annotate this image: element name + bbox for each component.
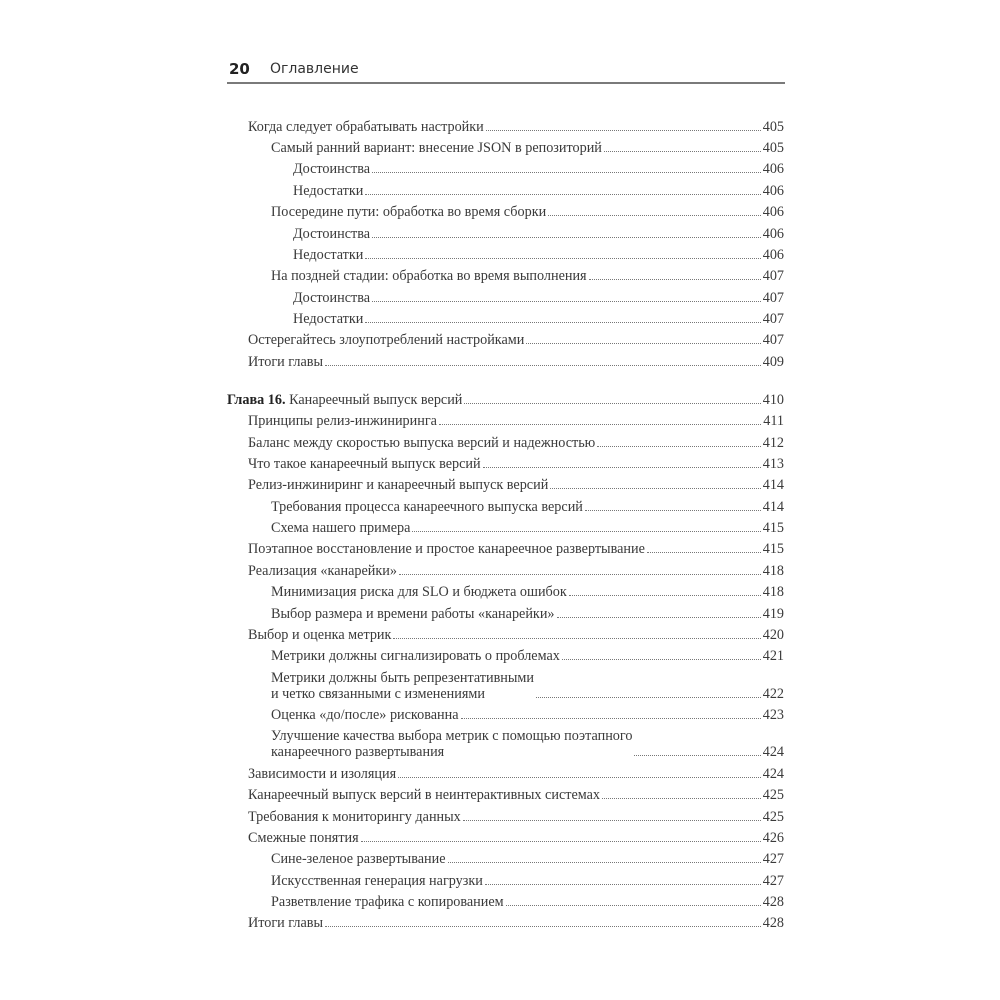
toc-entry-text: Смежные понятия: [248, 829, 359, 846]
toc-entry-text: Зависимости и изоляция: [248, 765, 397, 782]
toc-entry[interactable]: [227, 159, 784, 180]
toc-entry-title: [271, 707, 459, 723]
toc-entry-text: Достоинства: [293, 161, 371, 178]
toc-entry[interactable]: [227, 244, 784, 265]
toc-entry-text: Выбор размера и времени работы «канарейки»: [271, 605, 555, 622]
dot-leader: [372, 237, 761, 238]
toc-entry[interactable]: [227, 763, 784, 784]
toc-entry-title: [271, 648, 560, 664]
toc-entry[interactable]: [227, 180, 784, 201]
toc-entry-text: Искусственная генерация нагрузки: [271, 872, 483, 889]
dot-leader: [485, 884, 761, 885]
toc-entry[interactable]: [227, 870, 784, 891]
toc-entry[interactable]: [227, 223, 784, 244]
toc-page-number: 425: [762, 787, 784, 804]
toc-entry[interactable]: [227, 726, 784, 763]
toc-entry-title: [248, 435, 595, 451]
toc-entry-text: Итоги главы: [248, 915, 324, 932]
dot-leader: [372, 172, 761, 173]
toc-entry-line: [293, 161, 370, 177]
toc-entry-text: канареечного развертывания: [271, 744, 445, 761]
dot-leader: [597, 446, 760, 447]
toc-entry[interactable]: [227, 913, 784, 934]
toc-entry-line: [271, 894, 504, 910]
dot-leader: [398, 777, 761, 778]
toc-entry-title: [248, 119, 484, 135]
toc-entry-text: Что такое канареечный выпуск версий: [248, 455, 481, 472]
toc-entry-title: [227, 392, 462, 408]
toc-page-number: 418: [762, 562, 784, 579]
toc-entry-title: [248, 477, 548, 493]
toc-page-number: 424: [762, 744, 784, 761]
toc-entry[interactable]: [227, 432, 784, 453]
toc-entry-line: [293, 183, 363, 199]
dot-leader: [483, 467, 761, 468]
toc-entry-text: Достоинства: [293, 225, 371, 242]
toc-entry-title: [271, 606, 555, 622]
toc-page-number: 412: [762, 434, 784, 451]
toc-entry-text: Недостатки: [293, 182, 364, 199]
dot-leader: [412, 531, 760, 532]
toc-entry[interactable]: [227, 891, 784, 912]
toc-entry-title: [271, 670, 534, 702]
dot-leader: [585, 510, 761, 511]
toc-entry-title: [271, 204, 546, 220]
chapter-label: Глава 16.: [227, 391, 286, 408]
toc-entry-line: [271, 140, 602, 156]
toc-page-number: 423: [762, 707, 784, 724]
toc-entry-line: [248, 456, 481, 472]
toc-entry-line: [248, 830, 359, 846]
toc-entry[interactable]: [227, 496, 784, 517]
toc-entry-line: [271, 606, 555, 622]
toc-page-number: 407: [762, 268, 784, 285]
dot-leader: [557, 617, 761, 618]
toc-page-number: 406: [762, 204, 784, 221]
toc-entry-title: [248, 456, 481, 472]
toc-entry[interactable]: [227, 475, 784, 496]
toc-entry-title: [271, 499, 583, 515]
toc-entry-text: Когда следует обрабатывать настройки: [248, 118, 484, 135]
toc-entry-title: [293, 290, 370, 306]
toc-entry-text: Поэтапное восстановление и простое канареечное развертывание: [248, 541, 645, 558]
toc-page-number: 415: [762, 520, 784, 537]
toc-entry-text: Метрики должны сигнализировать о проблемах: [271, 648, 560, 665]
toc-entry[interactable]: [227, 806, 784, 827]
toc-entry-text: Канареечный выпуск версий в неинтерактивных системах: [248, 787, 601, 804]
toc-entry-title: [293, 183, 363, 199]
dot-leader: [439, 424, 761, 425]
dot-leader: [361, 841, 761, 842]
dot-leader: [365, 258, 760, 259]
toc-entry[interactable]: [227, 646, 784, 667]
dot-leader: [647, 552, 761, 553]
dot-leader: [463, 820, 761, 821]
toc-entry-line: [248, 541, 645, 557]
toc-entry-text: Остерегайтесь злоупотреблений настройками: [248, 332, 525, 349]
toc-entry[interactable]: [227, 704, 784, 725]
toc-entry[interactable]: [227, 560, 784, 581]
toc-entry-line: [271, 648, 560, 664]
toc-page-number: 428: [762, 915, 784, 932]
dot-leader: [486, 130, 761, 131]
toc-page-number: 428: [762, 894, 784, 911]
toc-entry-line: [293, 311, 363, 327]
dot-leader: [589, 279, 761, 280]
toc-entry-text: Недостатки: [293, 246, 364, 263]
toc-entry-text: Требования процесса канареечного выпуска версий: [271, 498, 583, 515]
toc-page-number: 406: [762, 182, 784, 199]
running-header: [227, 60, 785, 84]
toc-entry-text: Минимизация риска для SLO и бюджета ошибок: [271, 584, 567, 601]
toc-entry-title: [271, 894, 504, 910]
toc-page-number: 419: [762, 605, 784, 622]
toc-entry-line: [271, 873, 483, 889]
running-title: Оглавление: [270, 61, 359, 77]
toc-entry[interactable]: [227, 517, 784, 538]
toc-entry[interactable]: [227, 202, 784, 223]
toc-entry-title: [248, 787, 600, 803]
toc-entry-line: [271, 204, 546, 220]
toc-page-number: 406: [762, 161, 784, 178]
toc-entry-line: [293, 247, 363, 263]
toc-entry-title: [271, 728, 632, 760]
toc-entry-line: [248, 119, 484, 135]
toc-entry[interactable]: [227, 849, 784, 870]
toc-page-number: 427: [762, 872, 784, 889]
toc-page-number: 411: [763, 413, 784, 430]
toc-entry[interactable]: [227, 330, 784, 351]
dot-leader: [448, 862, 761, 863]
toc-entry[interactable]: [227, 410, 784, 431]
dot-leader: [372, 301, 761, 302]
toc-page-number: 406: [762, 246, 784, 263]
toc-entry-line: [248, 413, 437, 429]
dot-leader: [506, 905, 761, 906]
toc-page-number: 420: [762, 626, 784, 643]
toc-entry-title: [248, 915, 323, 931]
toc-entry-text: Недостатки: [293, 311, 364, 328]
toc-page-number: 422: [762, 685, 784, 702]
toc-entry[interactable]: [227, 308, 784, 329]
toc-entry-line: [248, 809, 461, 825]
toc-entry-title: [293, 226, 370, 242]
toc-entry-line: [271, 499, 583, 515]
toc-entry-line: [248, 477, 548, 493]
toc-entry-title: [293, 161, 370, 177]
toc-entry-title: [293, 247, 363, 263]
dot-leader: [461, 718, 761, 719]
dot-leader: [526, 343, 760, 344]
toc-page-number: 405: [762, 118, 784, 135]
toc-entry[interactable]: [227, 137, 784, 158]
toc-entry-text: Итоги главы: [248, 353, 324, 370]
toc-entry-text: Баланс между скоростью выпуска версий и надежностью: [248, 434, 596, 451]
dot-leader: [464, 403, 760, 404]
toc-entry-title: [248, 627, 391, 643]
toc-entry-title: [271, 520, 410, 536]
toc-entry-title: [248, 766, 396, 782]
toc-entry[interactable]: [227, 784, 784, 805]
toc-entry[interactable]: [227, 116, 784, 137]
toc-entry[interactable]: [227, 453, 784, 474]
toc-entry[interactable]: [227, 539, 784, 560]
dot-leader: [365, 194, 760, 195]
toc-entry-line: [248, 332, 524, 348]
toc-entry-title: [248, 354, 323, 370]
dot-leader: [602, 798, 761, 799]
toc-entry-text: Выбор и оценка метрик: [248, 626, 392, 643]
toc-entry-text: Улучшение качества выбора метрик с помощью поэтапного: [271, 728, 633, 745]
dot-leader: [604, 151, 761, 152]
toc-entry-line: [271, 520, 410, 536]
toc-page-number: 426: [762, 829, 784, 846]
toc-entry[interactable]: [227, 266, 784, 287]
toc-entry-line: [271, 707, 459, 723]
toc-entry[interactable]: [227, 581, 784, 602]
toc-chapter-entry[interactable]: [227, 389, 784, 410]
toc-entry-line: [271, 851, 446, 867]
dot-leader: [325, 365, 761, 366]
toc-page-number: 414: [762, 498, 784, 515]
toc-page-number: 413: [762, 455, 784, 472]
toc-page-number: 418: [762, 584, 784, 601]
toc-entry-line: [248, 787, 600, 803]
toc-entry-text: Схема нашего примера: [271, 520, 411, 537]
table-of-contents: [227, 116, 784, 934]
toc-page-number: 410: [762, 391, 784, 408]
toc-entry[interactable]: [227, 603, 784, 624]
dot-leader: [399, 574, 761, 575]
toc-entry-title: [248, 413, 437, 429]
toc-entry-text: Самый ранний вариант: внесение JSON в репозиторий: [271, 140, 602, 157]
toc-entry-line: [227, 392, 462, 408]
dot-leader: [634, 755, 760, 756]
dot-leader: [393, 638, 760, 639]
toc-entry-title: [271, 873, 483, 889]
toc-entry[interactable]: [227, 667, 784, 704]
dot-leader: [325, 926, 761, 927]
toc-entry-title: [248, 809, 461, 825]
toc-entry-line: [271, 728, 632, 744]
toc-page-number: 424: [762, 765, 784, 782]
toc-entry-title: [271, 851, 446, 867]
toc-entry-line: [271, 670, 534, 686]
toc-entry-title: [271, 268, 587, 284]
toc-page-number: 427: [762, 851, 784, 868]
toc-entry-line: [248, 435, 595, 451]
toc-page-number: 421: [762, 648, 784, 665]
toc-entry-text: Посередине пути: обработка во время сборки: [271, 204, 547, 221]
toc-entry-text: Метрики должны быть репрезентативными: [271, 669, 534, 686]
toc-page-number: 405: [762, 140, 784, 157]
toc-page-number: 406: [762, 225, 784, 242]
toc-entry-line: [248, 354, 323, 370]
toc-entry-line: [248, 563, 397, 579]
toc-entry-line: [271, 744, 632, 760]
toc-page-number: 414: [762, 477, 784, 494]
toc-entry[interactable]: [227, 287, 784, 308]
toc-entry-text: Релиз-инжиниринг и канареечный выпуск версий: [248, 477, 549, 494]
toc-page-number: 409: [762, 353, 784, 370]
dot-leader: [536, 697, 761, 698]
toc-entry-text: Канареечный выпуск версий: [289, 391, 463, 408]
toc-page-number: 425: [762, 808, 784, 825]
toc-entry[interactable]: [227, 624, 784, 645]
toc-entry-line: [271, 268, 587, 284]
toc-entry-line: [293, 290, 370, 306]
toc-entry-text: На поздней стадии: обработка во время выполнения: [271, 268, 587, 285]
dot-leader: [562, 659, 761, 660]
toc-entry-text: Сине-зеленое развертывание: [271, 851, 446, 868]
toc-entry-text: Оценка «до/после» рискованна: [271, 707, 459, 724]
toc-entry-title: [293, 311, 363, 327]
toc-entry-text: и четко связанными с изменениями: [271, 685, 485, 702]
toc-page-number: 415: [762, 541, 784, 558]
toc-entry-text: Требования к мониторингу данных: [248, 808, 461, 825]
toc-entry-line: [248, 766, 396, 782]
toc-entry[interactable]: [227, 351, 784, 372]
toc-entry-text: Достоинства: [293, 289, 371, 306]
toc-entry-title: [248, 332, 524, 348]
toc-entry-title: [271, 584, 567, 600]
toc-entry-text: Разветвление трафика с копированием: [271, 894, 504, 911]
dot-leader: [548, 215, 761, 216]
toc-page-number: 407: [762, 311, 784, 328]
toc-entry-title: [271, 140, 602, 156]
toc-entry-text: Принципы релиз-инжиниринга: [248, 413, 437, 430]
toc-entry-title: [248, 541, 645, 557]
toc-entry-text: Реализация «канарейки»: [248, 562, 397, 579]
toc-entry-line: [271, 584, 567, 600]
toc-entry-line: [248, 915, 323, 931]
toc-entry-line: [248, 627, 391, 643]
toc-page-number: 407: [762, 332, 784, 349]
toc-entry-line: [293, 226, 370, 242]
page-number: 20: [229, 60, 250, 78]
toc-entry-title: [248, 830, 359, 846]
toc-page-number: 407: [762, 289, 784, 306]
toc-entry-title: [248, 563, 397, 579]
dot-leader: [550, 488, 760, 489]
toc-entry-line: [271, 686, 534, 702]
toc-entry[interactable]: [227, 827, 784, 848]
dot-leader: [569, 595, 761, 596]
dot-leader: [365, 322, 760, 323]
